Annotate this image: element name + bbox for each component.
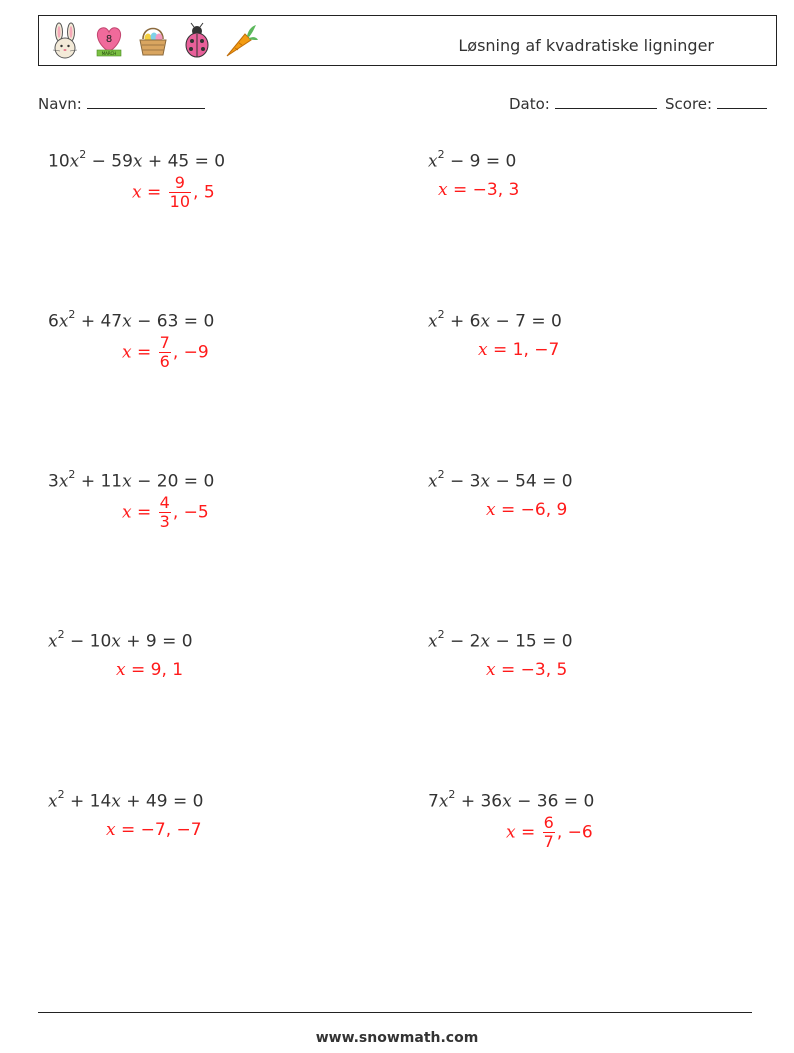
answer-roots: 1, −7: [512, 340, 560, 360]
carrot-icon: [223, 22, 259, 60]
equation: [48, 630, 193, 652]
answer-second-root: , −9: [172, 342, 209, 363]
fraction-denominator: 10: [169, 192, 191, 211]
exponent: 2: [437, 468, 445, 481]
variable: x: [480, 471, 491, 492]
answer-variable: x: [106, 820, 116, 840]
variable: x: [480, 631, 491, 652]
variable: x: [132, 151, 143, 172]
constant-and-rhs: − 54 = 0: [490, 471, 573, 492]
coefficient-b: − 2: [444, 631, 481, 652]
answer-equals: =: [487, 340, 513, 360]
exponent: 2: [68, 308, 76, 321]
answer-fraction: [159, 334, 171, 371]
fraction-numerator: 9: [174, 173, 185, 192]
name-field: [38, 94, 205, 113]
answer-equals: =: [141, 182, 167, 203]
header-box: [38, 15, 777, 66]
answer-roots: −3, 5: [520, 660, 568, 680]
answer-variable: x: [132, 182, 142, 203]
variable: x: [438, 791, 449, 812]
constant-and-rhs: + 49 = 0: [120, 791, 204, 812]
constant-and-rhs: − 9 = 0: [444, 151, 517, 172]
variable: x: [502, 791, 512, 812]
constant-and-rhs: + 9 = 0: [120, 631, 193, 652]
variable: x: [58, 311, 69, 332]
variable: x: [122, 311, 132, 332]
answer-variable: x: [486, 500, 496, 520]
variable: x: [122, 471, 132, 492]
variable: x: [48, 631, 58, 652]
answer-fraction: [543, 814, 555, 851]
constant-and-rhs: − 20 = 0: [131, 471, 215, 492]
fraction-denominator: 6: [159, 352, 170, 371]
bunny-icon: [47, 22, 83, 60]
date-label: Dato:: [509, 95, 550, 113]
answer-fraction: [159, 494, 171, 531]
coefficient-a: 6: [48, 311, 59, 332]
answer-second-root: , −6: [556, 822, 593, 843]
exponent: 2: [57, 628, 65, 641]
constant-and-rhs: − 7 = 0: [490, 311, 562, 332]
name-label: Navn:: [38, 95, 82, 113]
equation: [48, 470, 214, 492]
icon-row: [47, 22, 259, 60]
answer-equals: =: [447, 180, 473, 200]
answer: [506, 814, 593, 851]
coefficient-a: 10: [48, 151, 70, 172]
answer-roots: −6, 9: [520, 500, 568, 520]
variable: x: [428, 311, 438, 332]
answer-variable: x: [122, 342, 132, 363]
answer-roots: −7, −7: [140, 820, 202, 840]
variable: x: [480, 311, 491, 332]
constant-and-rhs: − 36 = 0: [511, 791, 595, 812]
heart-march-8-icon: [91, 22, 127, 60]
answer-variable: x: [478, 340, 488, 360]
answer: [486, 500, 567, 520]
equation: [48, 310, 214, 332]
name-blank[interactable]: [87, 94, 205, 109]
answer: [122, 494, 209, 531]
date-blank[interactable]: [555, 94, 657, 109]
answer-equals: =: [495, 660, 521, 680]
coefficient-b: + 11: [75, 471, 123, 492]
variable: x: [58, 471, 69, 492]
equation: [428, 150, 516, 172]
variable: x: [69, 151, 80, 172]
answer-equals: =: [131, 342, 157, 363]
date-field: [509, 94, 657, 113]
answer: [132, 174, 215, 211]
answer: [478, 340, 559, 360]
answer-second-root: , −5: [172, 502, 209, 523]
exponent: 2: [448, 788, 456, 801]
exponent: 2: [68, 468, 76, 481]
variable: x: [111, 791, 121, 812]
fraction-numerator: 4: [159, 493, 170, 512]
answer-roots: 9, 1: [150, 660, 184, 680]
answer-equals: =: [115, 820, 141, 840]
footer-divider: [38, 1012, 752, 1013]
variable: x: [428, 151, 438, 172]
coefficient-b: + 36: [455, 791, 503, 812]
variable: x: [111, 631, 121, 652]
answer: [122, 334, 209, 371]
answer-variable: x: [438, 180, 448, 200]
coefficient-a: 7: [428, 791, 439, 812]
equation: [428, 790, 594, 812]
answer-equals: =: [125, 660, 151, 680]
fraction-denominator: 7: [543, 832, 554, 851]
svg-text:8: 8: [105, 34, 113, 45]
score-blank[interactable]: [717, 94, 767, 109]
ladybug-icon: [179, 22, 215, 60]
answer-variable: x: [122, 502, 132, 523]
answer: [106, 820, 202, 840]
answer: [116, 660, 183, 680]
answer-equals: =: [515, 822, 541, 843]
answer-variable: x: [506, 822, 516, 843]
equation: [428, 470, 573, 492]
answer-roots: −3, 3: [472, 180, 520, 200]
easter-basket-icon: [135, 22, 171, 60]
worksheet-title: Løsning af kvadratiske ligninger: [458, 36, 714, 55]
answer-second-root: , 5: [193, 182, 215, 203]
answer-fraction: [169, 174, 191, 211]
exponent: 2: [437, 148, 445, 161]
equation: [48, 790, 203, 812]
equation: [428, 310, 562, 332]
variable: x: [48, 791, 58, 812]
equation: [48, 150, 225, 172]
answer: [438, 180, 519, 200]
score-field: [665, 94, 767, 113]
footer-url: www.snowmath.com: [315, 1030, 479, 1046]
answer-variable: x: [486, 660, 496, 680]
fraction-numerator: 7: [159, 333, 170, 352]
coefficient-b: + 14: [64, 791, 112, 812]
fraction-numerator: 6: [543, 813, 554, 832]
coefficient-b: − 3: [444, 471, 481, 492]
fraction-denominator: 3: [159, 512, 170, 531]
answer-variable: x: [116, 660, 126, 680]
variable: x: [428, 471, 438, 492]
exponent: 2: [437, 628, 445, 641]
exponent: 2: [79, 148, 87, 161]
score-label: Score:: [665, 95, 713, 113]
constant-and-rhs: + 45 = 0: [142, 151, 226, 172]
coefficient-b: + 6: [444, 311, 481, 332]
equation: [428, 630, 573, 652]
constant-and-rhs: − 63 = 0: [131, 311, 215, 332]
answer-equals: =: [131, 502, 157, 523]
coefficient-a: 3: [48, 471, 59, 492]
exponent: 2: [437, 308, 445, 321]
exponent: 2: [57, 788, 65, 801]
svg-text:MARCH: MARCH: [101, 51, 117, 56]
answer: [486, 660, 567, 680]
constant-and-rhs: − 15 = 0: [490, 631, 573, 652]
coefficient-b: − 59: [86, 151, 133, 172]
variable: x: [428, 631, 438, 652]
coefficient-b: + 47: [75, 311, 123, 332]
answer-equals: =: [495, 500, 521, 520]
coefficient-b: − 10: [64, 631, 112, 652]
